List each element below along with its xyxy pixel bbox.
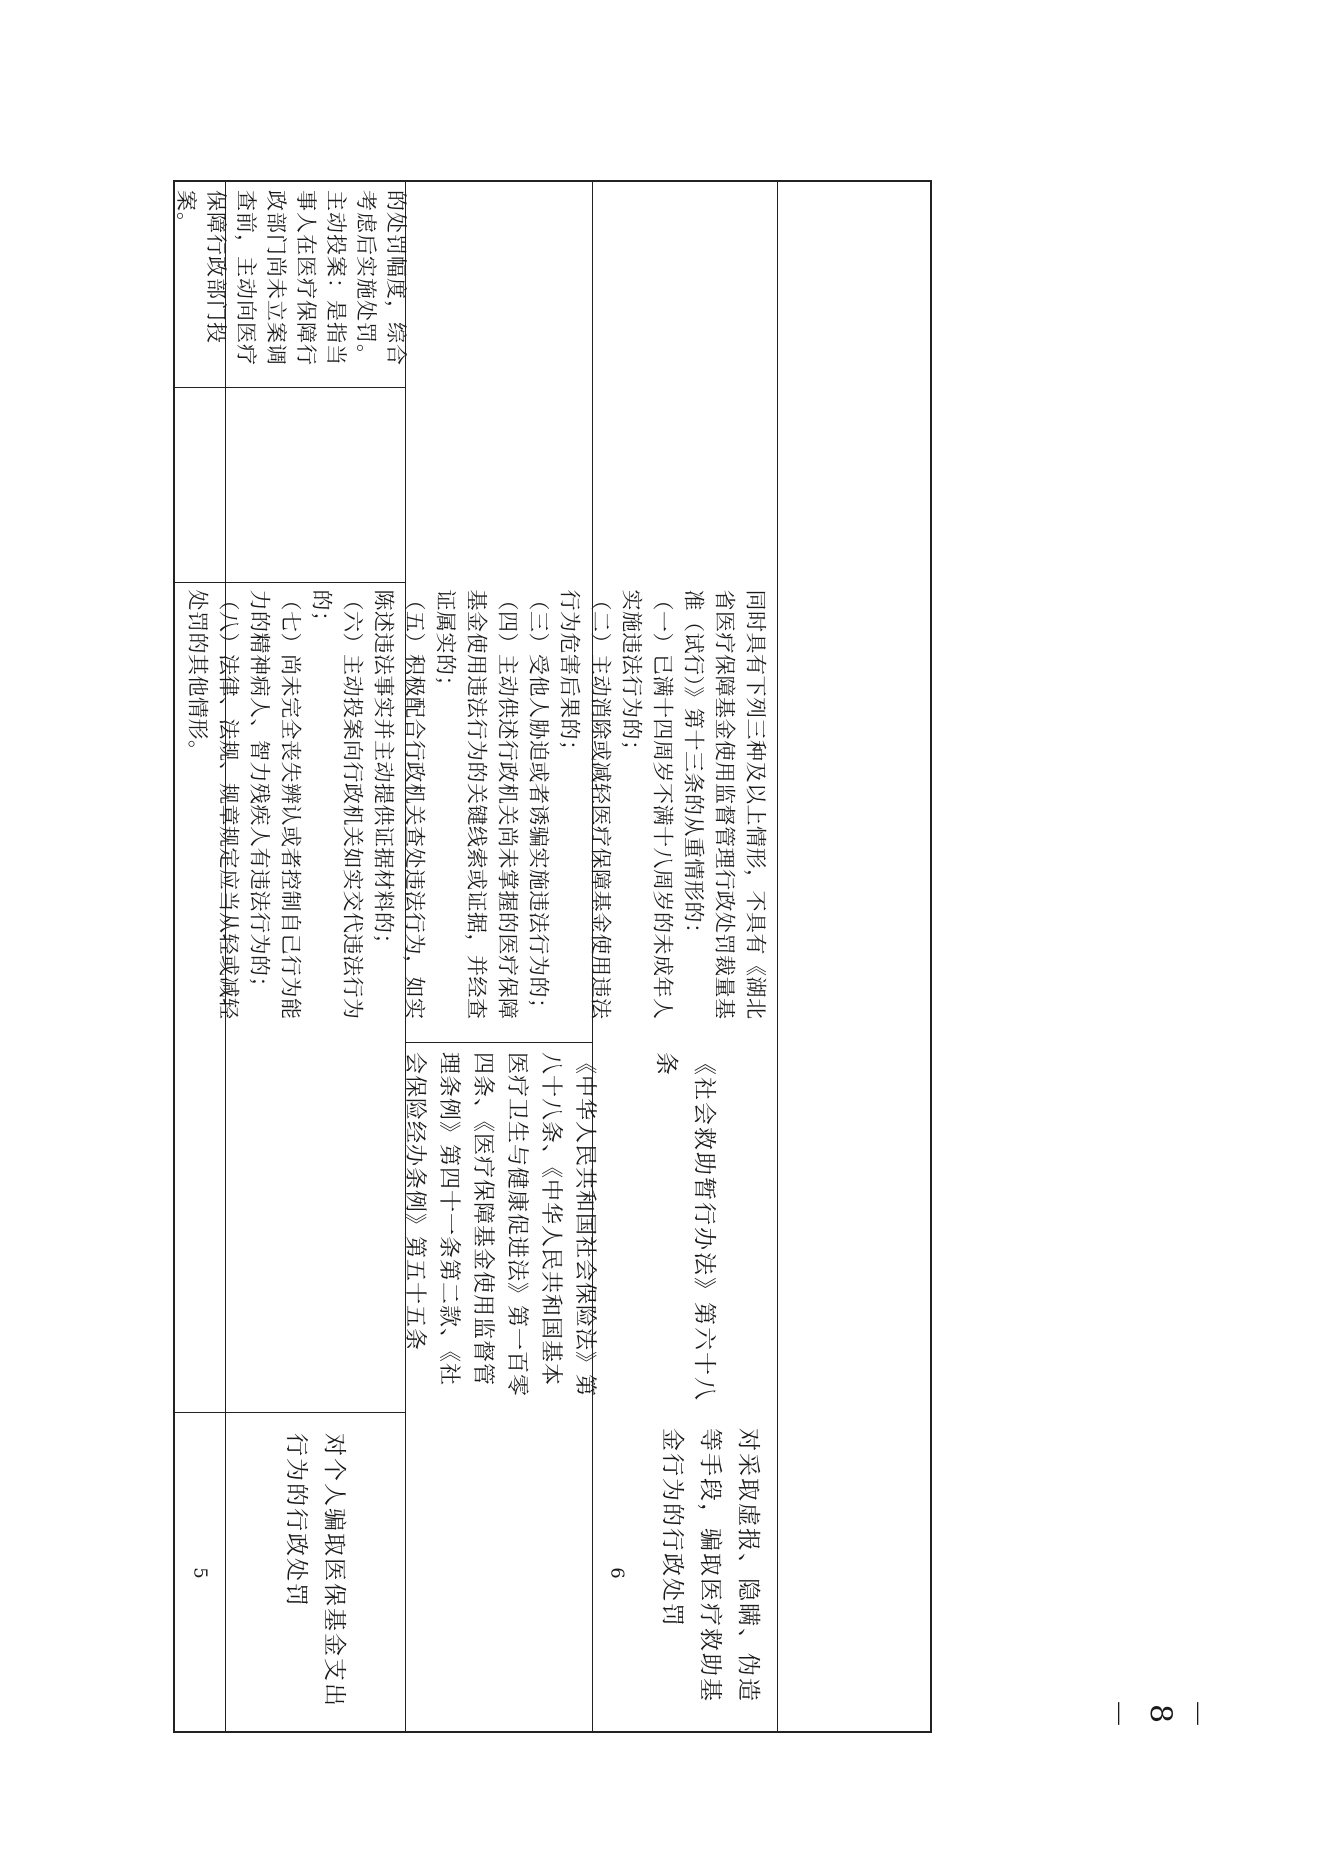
mitigation-list bbox=[182, 590, 771, 1035]
mitigation-cell bbox=[175, 582, 777, 1042]
row-5-basis-cell bbox=[401, 1042, 597, 1412]
penalty-item-title: 对采取虚报、隐瞒、伪造等手段，骗取医疗救助基金行为的行政处罚 bbox=[658, 1427, 761, 1703]
mitigation-item: （二）主动消除或减轻医疗保障基金使用违法行为危害后果的； bbox=[557, 589, 613, 1020]
mitigation-item: （三）受他人胁迫或者诱骗实施违法行为的； bbox=[526, 589, 551, 1020]
row-divider bbox=[175, 387, 406, 388]
legal-basis: 《中华人民共和国社会保险法》第八十八条、《中华人民共和国基本医疗卫生与健康促进法》第一百零四条、《医疗保障基金使用监督管理条例》第四十一条第二款、《社会保险经办条例》第五十五条 bbox=[401, 1052, 597, 1398]
mitigation-intro: 同时具有下列三种及以上情形，不具有《湖北省医疗保障基金使用监督管理行政处罚裁量基准（试行）》第十三条的从重情形的： bbox=[681, 589, 768, 1020]
mitigation-item: （八）法律、法规、规章规定应当从轻或减轻处罚的其他情形。 bbox=[185, 589, 241, 1020]
page-number: －8－ bbox=[1099, 1698, 1214, 1735]
row-6-number-cell bbox=[592, 1412, 642, 1733]
mitigation-item: （一）已满十四周岁不满十八周岁的未成年人实施违法行为的； bbox=[619, 589, 675, 1020]
mitigation-item: （五）积极配合行政机关查处违法行为，如实陈述违法事实并主动提供证据材料的； bbox=[371, 589, 427, 1020]
row-6-basis-cell bbox=[592, 1042, 777, 1412]
column-divider bbox=[777, 182, 778, 1731]
row-divider bbox=[175, 582, 406, 583]
row-5-number-cell bbox=[175, 1412, 225, 1733]
penalty-item-title: 对个人骗取医保基金支出行为的行政处罚 bbox=[283, 1432, 347, 1708]
mitigation-item: （四）主动供述行政机关尚未掌握的医疗保障基金使用违法行为的关键线索或证据，并经查证属实的； bbox=[433, 589, 520, 1020]
row-6-item-cell bbox=[642, 1412, 777, 1733]
notes-text: 的处罚幅度，综合考虑后实施处罚。主动投案：是指当事人在医疗保障行政部门尚未立案调查前，主动向医疗保障行政部门投案。 bbox=[173, 189, 408, 366]
notes-cell bbox=[175, 182, 406, 387]
row-5-item-cell bbox=[225, 1412, 405, 1733]
row-number: 6 bbox=[606, 1566, 628, 1579]
mitigation-item: （六）主动投案向行政机关如实交代违法行为的； bbox=[309, 589, 365, 1020]
legal-basis: 《社会救助暂行办法》第六十八条 bbox=[652, 1052, 717, 1402]
row-number: 5 bbox=[189, 1566, 211, 1579]
penalty-discretion-table bbox=[173, 180, 932, 1733]
mitigation-item: （七）尚未完全丧失辨认或者控制自己行为能力的精神病人、智力残疾人有违法行为的； bbox=[247, 589, 303, 1020]
